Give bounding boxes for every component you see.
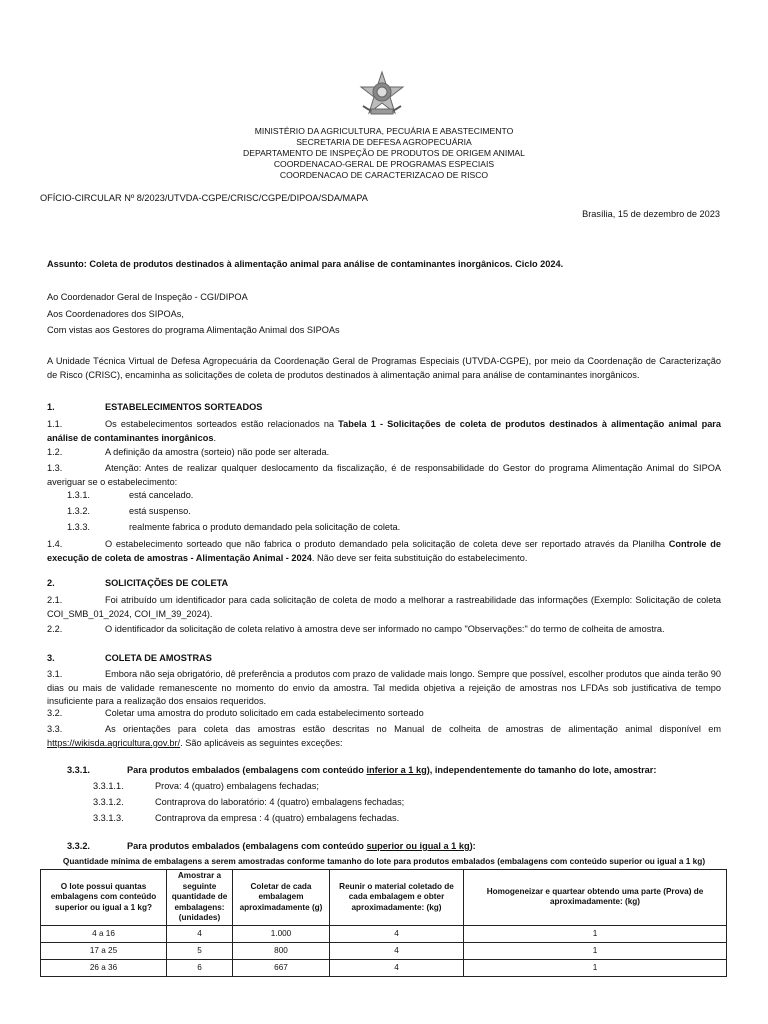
paragraph-number: 1.4. xyxy=(47,539,63,549)
wiki-link[interactable]: https://wikisda.agricultura.gov.br/ xyxy=(47,737,181,748)
paragraph-1-3 xyxy=(47,462,721,489)
paragraph-number: 2.1. xyxy=(47,595,63,605)
column-header: Homogeneizar e quartear obtendo uma parte (Prova) de aproximadamente: (kg) xyxy=(464,870,727,926)
header-line: COORDENACAO-GERAL DE PROGRAMAS ESPECIAIS xyxy=(273,159,495,169)
item-text: realmente fabrica o produto demandado pela solicitação de coleta. xyxy=(129,522,401,532)
table-cell: 4 xyxy=(330,925,464,942)
item-number: 1.3.3. xyxy=(67,522,90,532)
document-date: Brasília, 15 de dezembro de 2023 xyxy=(582,209,720,219)
paragraph-number: 1.3. xyxy=(47,463,63,473)
sampling-table xyxy=(40,869,727,977)
table-cell: 26 a 36 xyxy=(41,959,167,976)
list-item xyxy=(93,813,399,823)
section-title: SOLICITAÇÕES DE COLETA xyxy=(105,578,229,588)
table-row xyxy=(41,925,727,942)
header-line: MINISTÉRIO DA AGRICULTURA, PECUÁRIA E ABASTECIMENTO xyxy=(254,126,514,136)
intro-paragraph: A Unidade Técnica Virtual de Defesa Agropecuária da Coordenação Geral de Programas Especiais (UTVDA-CGPE), por meio da Coordenação de Caracterização de Risco (CRISC), encaminha as solicitações de coleta de produtos destinados à alimentação animal para análise de contaminantes inorgânicos. xyxy=(47,356,721,380)
column-header: O lote possui quantas embalagens com conteúdo superior ou igual a 1 kg? xyxy=(41,870,167,926)
section-heading xyxy=(47,402,262,412)
table-cell: 1 xyxy=(464,942,727,959)
paragraph-text: Foi atribuído um identificador para cada solicitação de coleta de modo a melhorar a rastreabilidade das informações (Exemplo: Solicitação de coleta COI_SMB_01_2024, COI_IM_39_2024). xyxy=(47,595,721,619)
item-text: está cancelado. xyxy=(129,490,194,500)
table-cell: 1.000 xyxy=(233,925,330,942)
paragraph-3-3-2 xyxy=(67,841,476,851)
list-item xyxy=(93,797,404,807)
column-header: Reunir o material coletado de cada embalagem e obter aproximadamente: (kg) xyxy=(330,870,464,926)
paragraph-3-3-1 xyxy=(67,765,656,775)
paragraph-3-1 xyxy=(47,668,721,709)
item-text: está suspenso. xyxy=(129,506,191,516)
header-line: DEPARTAMENTO DE INSPEÇÃO DE PRODUTOS DE ORIGEM ANIMAL xyxy=(243,148,525,158)
paragraph-number: 2.2. xyxy=(47,624,63,634)
item-number: 3.3.1.2. xyxy=(93,797,124,807)
table-cell: 1 xyxy=(464,959,727,976)
recipient-line: Com vistas aos Gestores do programa Alimentação Animal dos SIPOAs xyxy=(47,325,340,335)
paragraph-text: Os estabelecimentos sorteados estão relacionados na xyxy=(105,419,339,429)
paragraph-number: 1.2. xyxy=(47,447,63,457)
document-reference: OFÍCIO-CIRCULAR Nº 8/2023/UTVDA-CGPE/CRISC/CGPE/DIPOA/SDA/MAPA xyxy=(40,193,368,203)
table-cell: 4 a 16 xyxy=(41,925,167,942)
paragraph-text: ): xyxy=(469,841,476,851)
section-heading xyxy=(47,653,212,663)
table-cell: 4 xyxy=(330,942,464,959)
table-cell: 4 xyxy=(330,959,464,976)
table-row xyxy=(41,942,727,959)
section-heading xyxy=(47,578,228,588)
section-title: COLETA DE AMOSTRAS xyxy=(105,653,212,663)
table-cell: 4 xyxy=(167,925,233,942)
paragraph-number: 1.1. xyxy=(47,419,63,429)
section-title: ESTABELECIMENTOS SORTEADOS xyxy=(105,402,263,412)
header-line: SECRETARIA DE DEFESA AGROPECUÁRIA xyxy=(296,137,472,147)
section-number: 2. xyxy=(47,578,55,588)
section-number: 1. xyxy=(47,402,55,412)
paragraph-text: . Não deve ser feita substituição do estabelecimento. xyxy=(311,552,528,563)
paragraph-text: ), independentemente do tamanho do lote, amostrar: xyxy=(426,765,657,775)
column-header: Coletar de cada embalagem aproximadamente (g) xyxy=(233,870,330,926)
paragraph-1-4 xyxy=(47,538,721,565)
item-number: 1.3.2. xyxy=(67,506,90,516)
paragraph-text: Embora não seja obrigatório, dê preferência a produtos com prazo de validade mais longo. Sempre que possível, escolher produtos que ainda terão 90 dias ou mais de validade remanescente no momento do envio da amostra. Tal medida objetiva a rejeição de amostras nos LFDAs sob justificativa de tempo insuficiente para a realização dos ensaios requeridos. xyxy=(47,669,721,706)
item-text: Prova: 4 (quatro) embalagens fechadas; xyxy=(155,781,319,791)
paragraph-text: A definição da amostra (sorteio) não pode ser alterada. xyxy=(105,447,330,457)
table-cell: 667 xyxy=(233,959,330,976)
list-item xyxy=(67,522,400,532)
paragraph-text: Para produtos embalados (embalagens com conteúdo xyxy=(127,841,367,851)
table-cell: 6 xyxy=(167,959,233,976)
paragraph-3-3 xyxy=(47,723,721,750)
list-item xyxy=(67,506,191,516)
paragraph-number: 3.3.2. xyxy=(67,841,90,851)
table-header-row xyxy=(41,870,727,926)
item-text: Contraprova do laboratório: 4 (quatro) embalagens fechadas; xyxy=(155,797,405,807)
table-cell: 1 xyxy=(464,925,727,942)
paragraph-text: O identificador da solicitação de coleta relativo à amostra deve ser informado no campo "Observações:" do termo de colheita de amostra. xyxy=(105,624,665,634)
section-number: 3. xyxy=(47,653,55,663)
item-number: 1.3.1. xyxy=(67,490,90,500)
table-reference: Tabela 1 - Solicitações de coleta de produtos destinados à alimentação animal para análise de contaminantes inorgânicos xyxy=(47,419,721,443)
list-item xyxy=(93,781,319,791)
list-item xyxy=(67,490,193,500)
table-cell: 5 xyxy=(167,942,233,959)
paragraph-text: . xyxy=(213,432,217,443)
item-number: 3.3.1.1. xyxy=(93,781,124,791)
ministry-header xyxy=(0,126,768,181)
paragraph-text: Coletar uma amostra do produto solicitado em cada estabelecimento sorteado xyxy=(105,708,424,718)
table-cell: 800 xyxy=(233,942,330,959)
paragraph-text: . São aplicáveis as seguintes exceções: xyxy=(180,737,343,748)
paragraph-number: 3.3.1. xyxy=(67,765,90,775)
item-number: 3.3.1.3. xyxy=(93,813,124,823)
recipient-line: Aos Coordenadores dos SIPOAs, xyxy=(47,309,184,319)
underlined-text: superior ou igual a 1 kg xyxy=(366,841,470,851)
spreadsheet-reference: Controle de execução de coleta de amostras - Alimentação Animal - 2024 xyxy=(47,539,721,563)
column-header: Amostrar a seguinte quantidade de embalagens: (unidades) xyxy=(167,870,233,926)
recipient-line: Ao Coordenador Geral de Inspeção - CGI/DIPOA xyxy=(47,292,248,302)
paragraph-text: O estabelecimento sorteado que não fabrica o produto demandado pela solicitação de coleta deve ser reportado através da Planilha xyxy=(105,539,669,549)
header-line: COORDENACAO DE CARACTERIZACAO DE RISCO xyxy=(279,170,489,180)
coat-of-arms-emblem xyxy=(357,70,407,118)
paragraph-1-1 xyxy=(47,418,721,445)
paragraph-3-2 xyxy=(47,708,424,718)
paragraph-number: 3.3. xyxy=(47,724,63,734)
item-text: Contraprova da empresa : 4 (quatro) embalagens fechadas. xyxy=(155,813,400,823)
table-caption: Quantidade mínima de embalagens a serem amostradas conforme tamanho do lote para produtos embalados (embalagens com conteúdo superior ou igual a 1 kg) xyxy=(62,856,706,866)
document-subject: Assunto: Coleta de produtos destinados à alimentação animal para análise de contaminantes inorgânicos. Ciclo 2024. xyxy=(47,259,564,269)
paragraph-text: Atenção: Antes de realizar qualquer deslocamento da fiscalização, é de responsabilidade do Gestor do programa Alimentação Animal do SIPOA averiguar se o estabelecimento: xyxy=(47,463,721,487)
paragraph-number: 3.2. xyxy=(47,708,63,718)
paragraph-2-1 xyxy=(47,594,721,621)
underlined-text: inferior a 1 kg xyxy=(366,765,427,775)
paragraph-1-2 xyxy=(47,447,329,457)
paragraph-2-2 xyxy=(47,624,665,634)
table-cell: 17 a 25 xyxy=(41,942,167,959)
paragraph-number: 3.1. xyxy=(47,669,63,679)
paragraph-text: Para produtos embalados (embalagens com conteúdo xyxy=(127,765,367,775)
table-row xyxy=(41,959,727,976)
paragraph-text: As orientações para coleta das amostras estão descritas no Manual de colheita de amostras de alimentação animal disponível em xyxy=(105,724,721,734)
